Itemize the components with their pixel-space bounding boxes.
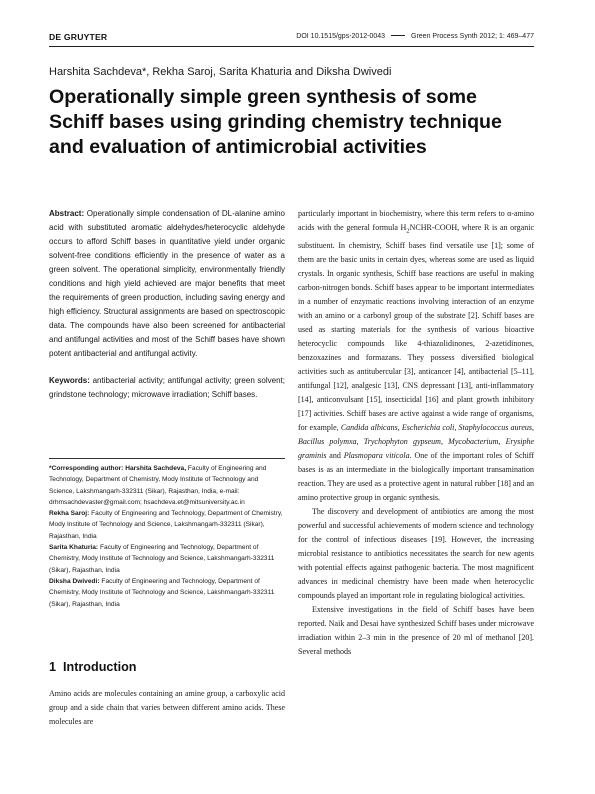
footnote-dwivedi	[49, 576, 285, 610]
organism-name: Trychophyton gypseum	[363, 436, 441, 446]
publisher-logo[interactable]: DE GRUYTER	[49, 32, 108, 42]
footnote-saroj	[49, 508, 285, 542]
running-header	[296, 33, 534, 40]
section-title: Introduction	[63, 660, 137, 674]
body-paragraph-3: Extensive investigations in the field of Schiff bases have been reported. Naik and Desai have synthesized Schiff bases under microwave irradiation within 2–3 min in the presence of 20 ml of methanol [20]. Several methods	[298, 604, 534, 656]
header-rule	[49, 46, 534, 47]
footnote-corresponding	[49, 463, 285, 508]
abstract-text: Operationally simple condensation of DL-alanine amino acid with substituted aromatic aldehydes/heterocyclic aldehyde occurs to afford Schiff bases in quantitative yield under organic solvent-free conditions efficiently in the presence of water as a green solvent. The operational simplicity, environmentally friendly conditions and high yield achieved are major benefits that meet the requirements of green production, including saving energy and high efficiency. Structural assignments are based on spectroscopic data. The compounds have also been screened for antibacterial and antifungal activities and most of the Schiff bases have shown potent antibacterial and antifungal activity.	[49, 209, 285, 358]
footnote-text[interactable]: Faculty of Engineering and Technology, Department of Chemistry, Mody Institute of Technology and Science, Lakshmangarh-332311 (Sikar), Rajasthan, India, e-mail: drhmsachdevaster@gmail.com; hsachdeva.et@mitsuniversity.ac.in	[49, 465, 267, 506]
subscript: 2	[406, 227, 410, 235]
organism-name: Mycobacterium	[448, 436, 499, 446]
organism-name: Plasmopara viticola	[343, 450, 410, 460]
keywords-label: Keywords:	[49, 376, 90, 385]
organism-name: Candida albicans	[340, 422, 398, 432]
left-column	[49, 207, 285, 402]
separator: ,	[397, 422, 402, 432]
footnote-rule	[49, 458, 285, 459]
abstract	[49, 207, 285, 361]
body-text: . One of the important roles of Schiff bases is as an intermediate in the biologically important transamination reaction. They are used as a protective agent in natural rubber [18] and an amino protective group in organic synthesis.	[298, 450, 534, 502]
footnote-label: Sarita Khaturia:	[49, 544, 99, 552]
keywords-text: antibacterial activity; antifungal activity; green solvent; grindstone technology; microwave irradiation; Schiff bases.	[49, 376, 285, 399]
footnote-label: Rekha Saroj:	[49, 510, 90, 518]
footnote-text: Faculty of Engineering and Technology, Department of Chemistry, Mody Institute of Technology and Science, Lakshmangarh-332311 (Sikar), Rajasthan, India	[49, 510, 283, 540]
separator: ,	[440, 436, 449, 446]
introduction-paragraph: Amino acids are molecules containing an amine group, a carboxylic acid group and a side chain that varies between different amino acids. These molecules are	[49, 689, 285, 726]
body-paragraph-1	[298, 207, 534, 505]
footnote-label: Diksha Dwivedi:	[49, 577, 100, 585]
header-separator	[391, 35, 405, 36]
article-title: Operationally simple green synthesis of some Schiff bases using grinding chemistry technique and evaluation of antimicrobial activities	[49, 86, 502, 158]
doi-link[interactable]: DOI 10.1515/gps-2012-0043	[296, 33, 386, 40]
right-column	[298, 207, 534, 659]
separator: ,	[532, 422, 534, 432]
organism-name: Erysiphe graminis	[298, 436, 535, 460]
author-footnotes	[49, 463, 285, 610]
separator: ,	[498, 436, 506, 446]
footnote-text: Faculty of Engineering and Technology, Department of Chemistry, Mody Institute of Technology and Science, Lakshmangarh-332311 (Sikar), Rajasthan, India	[49, 577, 275, 608]
journal-citation: Green Process Synth 2012; 1: 469–477	[411, 33, 534, 40]
separator: and	[326, 450, 344, 460]
author-list: Harshita Sachdeva*, Rekha Saroj, Sarita Khaturia and Diksha Dwivedi	[49, 66, 392, 78]
organism-name: Staphylococcus aureus	[458, 422, 532, 432]
organism-name: Escherichia coli	[401, 422, 455, 432]
footnote-khaturia	[49, 542, 285, 576]
separator: ,	[356, 436, 364, 446]
section-heading-introduction	[49, 660, 136, 674]
section-number: 1	[49, 660, 57, 674]
keywords	[49, 374, 285, 402]
abstract-label: Abstract:	[49, 209, 85, 218]
body-paragraph-2: The discovery and development of antibiotics are among the most powerful and successful achievements of modern science and technology for the control of infectious diseases [19]. However, the increasing microbial resistance to antibiotics necessitates the search for new agents with potential effects against pathogenic bacteria. The most magnificent advances in medicinal chemistry have been made when heterocyclic compounds played an important role in regulating biological activities.	[298, 506, 534, 600]
separator: ,	[454, 422, 459, 432]
body-text: NCHR-COOH, where R is an organic substituent. In chemistry, Schiff bases find versatile use [1]; some of them are the basic units in certain dyes, whereas some are used as liquid crystals. In organic synthesis, Schiff base reactions are useful in making carbon-nitrogen bonds. Schiff bases appear to be important intermediates in a number of enzymatic reactions involving interaction of an enzyme with an amino or a carbonyl group of the substrate [2]. Schiff bases are used as starting materials for the synthesis of various bioactive heterocyclic compounds like 4-thiazolidinones, 2-azetidinones, benzoxazines and formazans. They possess diversified biological activities such as antitubercular [3], anticancer [4], antibacterial [5–11], antifungal [12], analgesic [13], CNS depressant [13], anti-inflammatory [14], anticonvulsant [15], insecticidal [16] and plant growth inhibitory [17] activities. Schiff bases are active against a wide range of organisms, for example,	[298, 223, 535, 432]
organism-name: Bacillus polymxa	[298, 436, 357, 446]
footnote-label: *Corresponding author: Harshita Sachdeva,	[49, 465, 187, 472]
footnote-text: Faculty of Engineering and Technology, Department of Chemistry, Mody Institute of Technology and Science, Lakshmangarh-332311 (Sikar), Rajasthan, India	[49, 544, 275, 574]
body-text: particularly important in biochemistry, where this term refers to α-amino acids with the general formula H	[298, 209, 534, 232]
